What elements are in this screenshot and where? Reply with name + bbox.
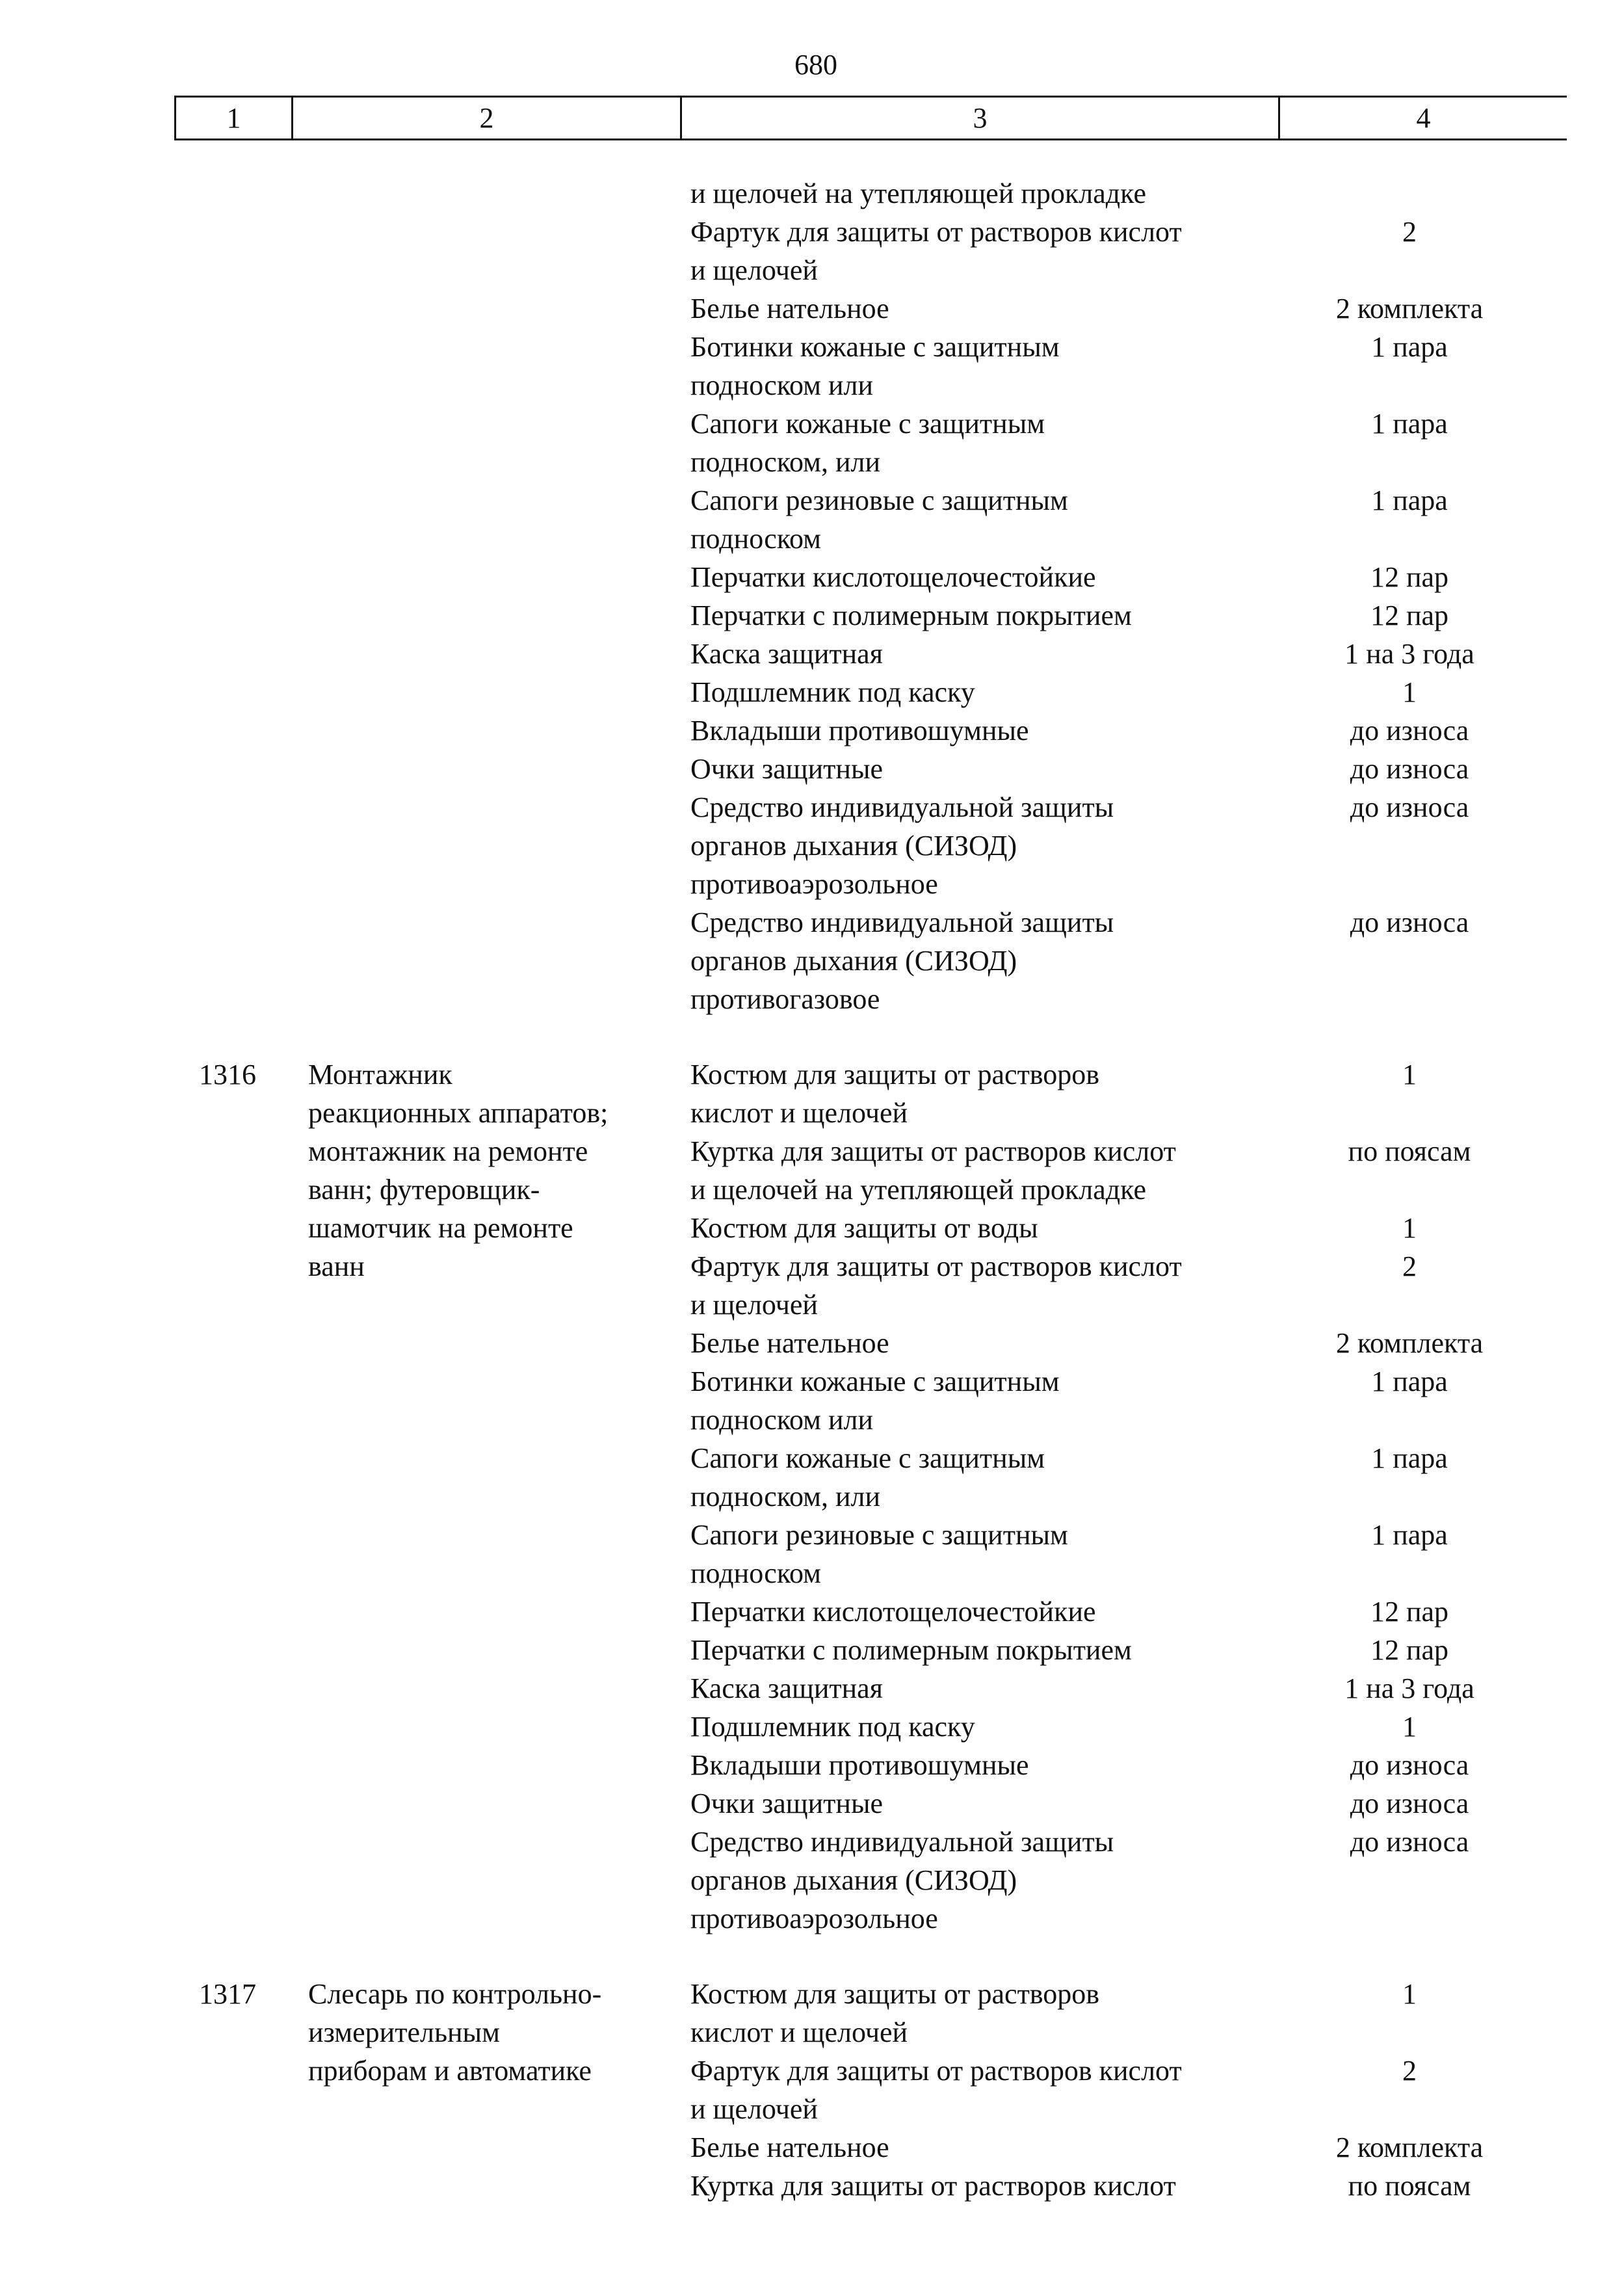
profession-title-line: Слесарь по контрольно- <box>308 1978 602 2010</box>
ppe-item-row <box>0 1247 1624 1324</box>
ppe-item-quantity: 1 пара <box>1371 484 1448 516</box>
profession-title-line: ванн; футеровщик- <box>308 1174 540 1206</box>
ppe-item-name-line: Фартук для защиты от растворов кислот <box>690 1250 1182 1282</box>
profession-title-line: ванн <box>308 1250 365 1282</box>
ppe-item-quantity <box>1289 174 1530 213</box>
ppe-item-name-line: Куртка для защиты от растворов кислот <box>690 1135 1176 1167</box>
ppe-item-row <box>0 1708 1624 1746</box>
ppe-item-row <box>0 213 1624 289</box>
ppe-item-name <box>690 903 1289 1018</box>
ppe-item-name <box>690 1132 1289 1209</box>
ppe-item-name-line: Вкладыши противошумные <box>690 715 1029 746</box>
ppe-item-name <box>690 1592 1289 1631</box>
ppe-item-name-line: Сапоги резиновые с защитным <box>690 1519 1068 1551</box>
ppe-item-quantity: до износа <box>1350 715 1469 746</box>
ppe-item-name-line: органов дыхания (СИЗОД) <box>690 830 1017 862</box>
ppe-item-name <box>690 2128 1289 2167</box>
ppe-item-name-line: противоаэрозольное <box>690 868 938 900</box>
ppe-item-row <box>0 1746 1624 1784</box>
ppe-item-name <box>690 1324 1289 1362</box>
ppe-item-quantity: 1 <box>1402 1978 1417 2010</box>
ppe-item-name-line: Перчатки с полимерным покрытием <box>690 600 1132 631</box>
table-entry <box>0 1975 1624 2205</box>
table-body <box>0 174 1624 2205</box>
ppe-item-name-line: Сапоги резиновые с защитным <box>690 484 1068 516</box>
ppe-item-quantity: 1 пара <box>1371 408 1448 440</box>
ppe-item-quantity: 2 комплекта <box>1335 2131 1484 2163</box>
ppe-item-name-line: органов дыхания (СИЗОД) <box>690 1864 1017 1896</box>
ppe-item-quantity: 1 на 3 года <box>1344 1672 1474 1704</box>
ppe-item-row <box>0 788 1624 903</box>
ppe-item-name-line: Белье нательное <box>690 293 889 324</box>
ppe-item-name <box>690 328 1289 404</box>
ppe-item-quantity: 1 <box>1402 676 1417 708</box>
ppe-item-name-line: Ботинки кожаные с защитным <box>690 331 1060 363</box>
ppe-item-name-line: кислот и щелочей <box>690 2016 908 2048</box>
profession-title-line: реакционных аппаратов; <box>308 1097 609 1129</box>
ppe-item-name-line: и щелочей <box>690 1289 818 1321</box>
ppe-item-quantity: до износа <box>1350 1788 1469 1819</box>
table-entry <box>0 174 1624 1018</box>
ppe-item-name-line: противогазовое <box>690 983 880 1015</box>
ppe-item-row <box>0 174 1624 213</box>
ppe-item-quantity: 12 пар <box>1370 1596 1449 1628</box>
ppe-item-name-line: Костюм для защиты от растворов <box>690 1978 1100 2010</box>
ppe-item-row <box>0 750 1624 788</box>
ppe-item-name-line: Средство индивидуальной защиты <box>690 791 1114 823</box>
page-number: 680 <box>794 49 837 81</box>
ppe-item-name <box>690 596 1289 635</box>
ppe-item-quantity: 1 пара <box>1371 1366 1448 1397</box>
ppe-item-name <box>690 1516 1289 1592</box>
ppe-item-row <box>0 558 1624 596</box>
ppe-item-name-line: Ботинки кожаные с защитным <box>690 1366 1060 1397</box>
ppe-item-row <box>0 289 1624 328</box>
ppe-item-name-line: подноском или <box>690 1404 874 1436</box>
header-col-3: 3 <box>680 98 1278 139</box>
ppe-item-name-line: Каска защитная <box>690 1672 883 1704</box>
ppe-item-row <box>0 1324 1624 1362</box>
table-header-row <box>174 96 1567 140</box>
ppe-item-name <box>690 1055 1289 1132</box>
ppe-item-row <box>0 481 1624 558</box>
ppe-item-quantity: по поясам <box>1348 2170 1471 2202</box>
ppe-item-row <box>0 1631 1624 1669</box>
ppe-item-quantity: 1 <box>1402 1059 1417 1090</box>
ppe-item-quantity: по поясам <box>1348 1135 1471 1167</box>
ppe-item-name <box>690 673 1289 711</box>
table-entry <box>0 1055 1624 1938</box>
ppe-item-row <box>0 328 1624 404</box>
header-col-4: 4 <box>1278 98 1567 139</box>
ppe-item-name <box>690 1746 1289 1784</box>
ppe-item-name-line: Фартук для защиты от растворов кислот <box>690 2055 1182 2087</box>
ppe-item-name-line: Подшлемник под каску <box>690 1711 975 1743</box>
ppe-item-name <box>690 1209 1289 1247</box>
profession-title-line: приборам и автоматике <box>308 2055 592 2087</box>
ppe-item-name-line: Перчатки с полимерным покрытием <box>690 1634 1132 1666</box>
ppe-item-quantity: 12 пар <box>1370 1634 1449 1666</box>
ppe-item-name <box>690 2052 1289 2128</box>
ppe-item-row <box>0 1592 1624 1631</box>
ppe-item-name-line: Средство индивидуальной защиты <box>690 1826 1114 1858</box>
header-col-2: 2 <box>291 98 680 139</box>
ppe-item-row <box>0 1669 1624 1708</box>
ppe-item-quantity: 1 пара <box>1371 1519 1448 1551</box>
ppe-item-name-line: Перчатки кислотощелочестойкие <box>690 1596 1096 1628</box>
ppe-item-row <box>0 1209 1624 1247</box>
ppe-item-quantity: до износа <box>1350 1826 1469 1858</box>
ppe-item-row <box>0 903 1624 1018</box>
ppe-item-quantity: 1 <box>1402 1212 1417 1244</box>
ppe-item-name-line: Фартук для защиты от растворов кислот <box>690 216 1182 248</box>
ppe-item-name <box>690 1362 1289 1439</box>
ppe-item-name <box>690 711 1289 750</box>
ppe-item-name-line: органов дыхания (СИЗОД) <box>690 945 1017 977</box>
ppe-item-name-line: Сапоги кожаные с защитным <box>690 1442 1045 1474</box>
ppe-item-name <box>690 481 1289 558</box>
ppe-item-quantity: 12 пар <box>1370 561 1449 593</box>
entry-profession-title <box>308 1055 672 1286</box>
ppe-item-name-line: подноском, или <box>690 446 881 478</box>
ppe-item-row <box>0 2128 1624 2167</box>
ppe-item-name-line: подноском <box>690 1557 821 1589</box>
ppe-item-name-line: Очки защитные <box>690 1788 884 1819</box>
ppe-item-name-line: Подшлемник под каску <box>690 676 975 708</box>
ppe-item-name-line: и щелочей <box>690 2093 818 2125</box>
ppe-item-name <box>690 1784 1289 1823</box>
ppe-item-quantity: 12 пар <box>1370 600 1449 631</box>
entry-profession-title <box>308 1975 672 2090</box>
ppe-item-name-line: Очки защитные <box>690 753 884 785</box>
ppe-item-name <box>690 558 1289 596</box>
ppe-item-name-line: Костюм для защиты от растворов <box>690 1059 1100 1090</box>
ppe-item-row <box>0 1362 1624 1439</box>
profession-title-line: шамотчик на ремонте <box>308 1212 573 1244</box>
ppe-item-name <box>690 750 1289 788</box>
ppe-item-name-line: и щелочей на утепляющей прокладке <box>690 1174 1146 1206</box>
ppe-item-name-line: Куртка для защиты от растворов кислот <box>690 2170 1176 2202</box>
ppe-item-quantity: до износа <box>1350 791 1469 823</box>
ppe-item-name-line: Костюм для защиты от воды <box>690 1212 1038 1244</box>
ppe-item-name <box>690 635 1289 673</box>
ppe-item-row <box>0 2052 1624 2128</box>
ppe-item-name-line: Каска защитная <box>690 638 883 670</box>
ppe-item-name-line: Перчатки кислотощелочестойкие <box>690 561 1096 593</box>
ppe-item-name-line: подноском <box>690 523 821 555</box>
ppe-item-quantity: 2 <box>1402 1250 1417 1282</box>
ppe-item-name-line: и щелочей на утепляющей прокладке <box>690 178 1146 209</box>
ppe-item-name <box>690 404 1289 481</box>
ppe-item-name-line: подноском или <box>690 369 874 401</box>
ppe-item-name-line: и щелочей <box>690 254 818 286</box>
profession-title-line: измерительным <box>308 2016 500 2048</box>
entry-number: 1316 <box>199 1059 256 1090</box>
ppe-item-quantity: 1 пара <box>1371 1442 1448 1474</box>
ppe-item-quantity: 1 пара <box>1371 331 1448 363</box>
ppe-item-quantity: до износа <box>1350 753 1469 785</box>
ppe-item-name <box>690 1247 1289 1324</box>
ppe-item-quantity: 2 комплекта <box>1335 1327 1484 1359</box>
ppe-item-name <box>690 2167 1289 2205</box>
ppe-item-name-line: Белье нательное <box>690 2131 889 2163</box>
ppe-item-quantity: 2 комплекта <box>1335 293 1484 324</box>
ppe-item-row <box>0 1516 1624 1592</box>
ppe-item-name <box>690 1669 1289 1708</box>
ppe-item-name-line: кислот и щелочей <box>690 1097 908 1129</box>
ppe-item-row <box>0 404 1624 481</box>
ppe-item-quantity: 1 <box>1402 1711 1417 1743</box>
ppe-item-row <box>0 2167 1624 2205</box>
ppe-item-name <box>690 1708 1289 1746</box>
profession-title-line: монтажник на ремонте <box>308 1135 588 1167</box>
ppe-item-row <box>0 1823 1624 1938</box>
ppe-item-name-line: Сапоги кожаные с защитным <box>690 408 1045 440</box>
ppe-item-name-line: подноском, или <box>690 1481 881 1512</box>
ppe-item-row <box>0 1132 1624 1209</box>
ppe-item-quantity: 2 <box>1402 216 1417 248</box>
ppe-item-quantity: 1 на 3 года <box>1344 638 1474 670</box>
ppe-item-name <box>690 1975 1289 2052</box>
ppe-item-name-line: Белье нательное <box>690 1327 889 1359</box>
ppe-item-name <box>690 213 1289 289</box>
ppe-item-quantity: до износа <box>1350 1749 1469 1781</box>
ppe-item-row <box>0 673 1624 711</box>
ppe-item-name <box>690 788 1289 903</box>
entry-number: 1317 <box>199 1978 256 2010</box>
ppe-item-row <box>0 1784 1624 1823</box>
ppe-item-quantity: до износа <box>1350 906 1469 938</box>
ppe-item-name <box>690 1631 1289 1669</box>
ppe-item-row <box>0 635 1624 673</box>
ppe-item-name-line: противоаэрозольное <box>690 1903 938 1934</box>
header-col-1: 1 <box>174 98 291 139</box>
ppe-item-row <box>0 596 1624 635</box>
profession-title-line: Монтажник <box>308 1059 452 1090</box>
ppe-item-row <box>0 711 1624 750</box>
ppe-item-name-line: Средство индивидуальной защиты <box>690 906 1114 938</box>
ppe-item-name <box>690 1823 1289 1938</box>
ppe-item-name-line: Вкладыши противошумные <box>690 1749 1029 1781</box>
ppe-item-name <box>690 174 1289 213</box>
ppe-item-quantity: 2 <box>1402 2055 1417 2087</box>
ppe-item-name <box>690 1439 1289 1516</box>
ppe-item-row <box>0 1439 1624 1516</box>
ppe-item-name <box>690 289 1289 328</box>
